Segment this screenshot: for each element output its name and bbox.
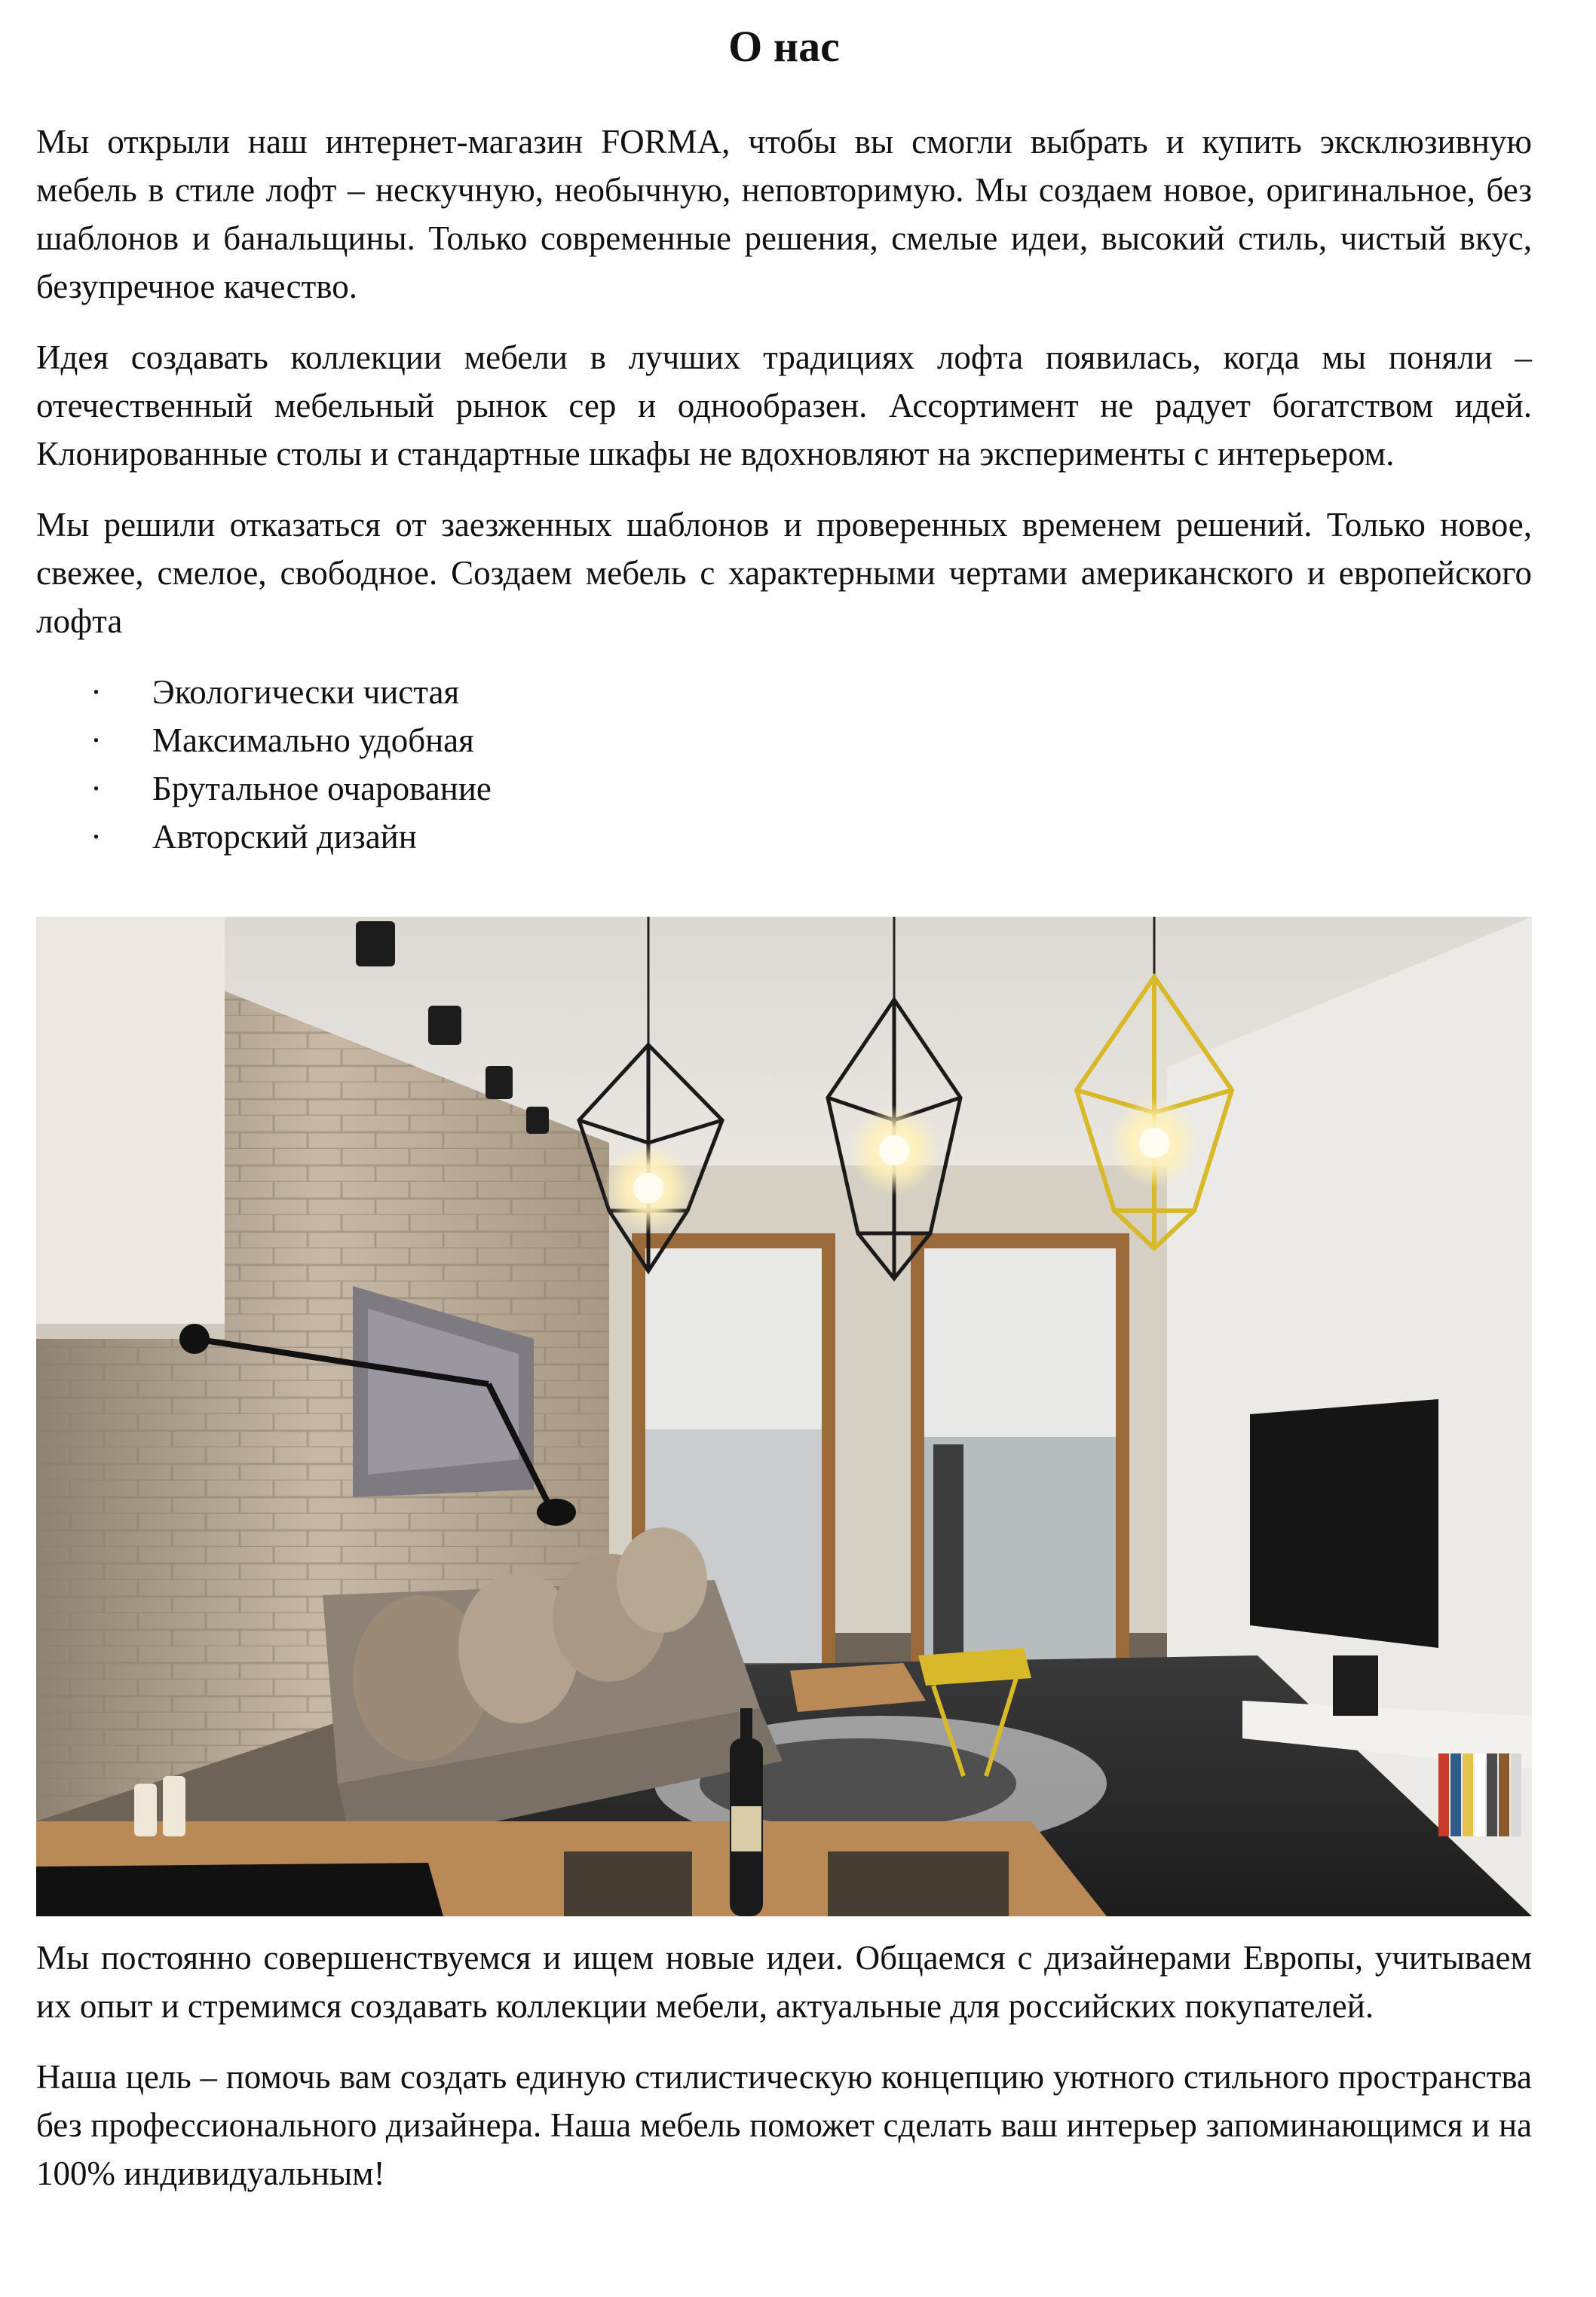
bullet-icon: · bbox=[90, 770, 102, 807]
page-title: О нас bbox=[728, 22, 840, 71]
list-item bbox=[36, 764, 1532, 813]
intro-paragraph: Мы открыли наш интернет-магазин FORMA, чтобы вы смогли выбрать и купить эксклюзивную мебель в стиле лофт – нескучную, необычную, неповторимую. Мы создаем новое, оригинальное, без шаблонов и банальщины. Только современные решения, смелые идеи, высокий стиль, чистый вкус, безупречное качество. bbox=[36, 123, 1532, 305]
list-item bbox=[36, 668, 1532, 716]
bullet-icon: · bbox=[90, 818, 102, 856]
goal-paragraph: Наша цель – помочь вам создать единую стилистическую концепцию уютного стильного пространства без профессионального дизайнера. Наша мебель поможет сделать ваш интерьер запоминающимся и на 100% индивидуальным! bbox=[36, 2058, 1532, 2192]
bullet-icon: · bbox=[90, 721, 102, 759]
improvement-paragraph: Мы постоянно совершенствуемся и ищем новые идеи. Общаемся с дизайнерами Европы, учитываем их опыт и стремимся создавать коллекции мебели, актуальные для российских покупателей. bbox=[36, 1939, 1532, 2025]
list-item-text: Брутальное очарование bbox=[152, 770, 492, 807]
features-list bbox=[36, 668, 1532, 861]
bullet-icon: · bbox=[90, 673, 102, 711]
interior-photo bbox=[36, 917, 1532, 1916]
list-item-text: Экологически чистая bbox=[152, 673, 460, 711]
list-item bbox=[36, 716, 1532, 764]
list-item bbox=[36, 813, 1532, 861]
idea-paragraph: Идея создавать коллекции мебели в лучших традициях лофта появилась, когда мы поняли – отечественный мебельный рынок сер и однообразен. Ассортимент не радует богатством идей. Клонированные столы и стандартные шкафы не вдохновляют на эксперименты с интерьером. bbox=[36, 338, 1532, 473]
list-item-text: Авторский дизайн bbox=[152, 818, 417, 856]
decision-paragraph: Мы решили отказаться от заезженных шаблонов и проверенных временем решений. Только новое, свежее, смелое, свободное. Создаем мебель с характерными чертами американского и европейского лофта bbox=[36, 506, 1532, 640]
list-item-text: Максимально удобная bbox=[152, 721, 474, 759]
